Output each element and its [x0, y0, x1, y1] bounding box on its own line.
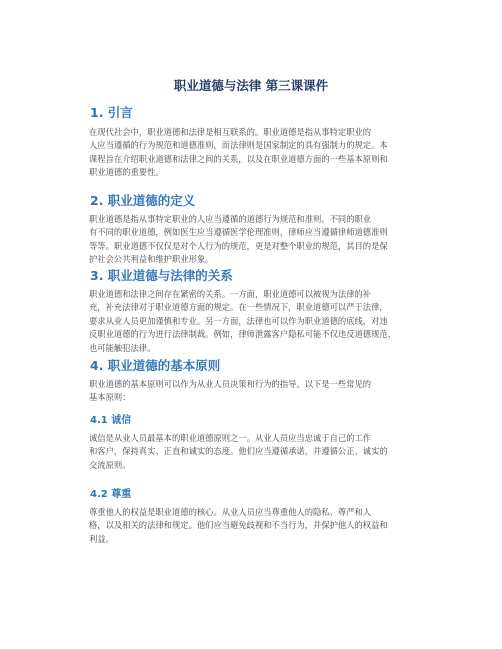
- subsection-heading-respect: 4.2 尊重: [90, 489, 132, 500]
- section-paragraph-definition: [89, 213, 415, 267]
- text-line: 护社会公共利益和维护职业形象。: [89, 254, 214, 265]
- text-line: 基本原则：: [89, 392, 131, 403]
- subsection-paragraph-integrity: [89, 432, 415, 472]
- text-line: 等等。职业道德不仅仅是对个人行为的规范，更是对整个职业的规范，其目的是保: [89, 240, 388, 251]
- text-line: 在现代社会中，职业道德和法律是相互联系的。职业道德是指从事特定职业的: [89, 127, 372, 137]
- section-heading-definition: 2. 职业道德的定义: [90, 193, 196, 208]
- text-line: 有不同的职业道德，例如医生应当遵循医学伦理准则，律师应当遵循律师道德准则: [89, 227, 388, 238]
- text-line: 要求从业人员更加谨慎和专业。另一方面，法律也可以作为职业道德的底线，对违: [89, 315, 388, 326]
- text-line: 职业道德和法律之间存在紧密的关系。一方面，职业道德可以被视为法律的补: [89, 289, 372, 299]
- text-line: 职业道德是指从事特定职业的人应当遵循的道德行为规范和准则。不同的职业: [89, 214, 372, 224]
- subsection-heading-integrity: 4.1 诚信: [90, 415, 132, 426]
- section-paragraph-principles: [89, 378, 415, 405]
- text-line: 职业道德的重要性。: [89, 167, 164, 178]
- section-paragraph-introduction: [89, 126, 415, 180]
- section-paragraph-relationship: [89, 288, 415, 355]
- text-line: 职业道德的基本原则可以作为从业人员决策和行为的指导。以下是一些常见的: [89, 379, 372, 389]
- text-line: 诚信是从业人员最基本的职业道德原则之一。从业人员应当忠诚于自己的工作: [89, 433, 372, 443]
- text-line: 和客户，保持真实、正直和诚实的态度。他们应当遵循承诺，并遵循公正、诚实的: [89, 446, 388, 457]
- section-heading-principles: 4. 职业道德的基本原则: [90, 358, 221, 373]
- text-line: 反职业道德的行为进行法律制裁。例如，律师泄露客户隐私可能不仅违反道德规范，: [89, 329, 396, 340]
- text-line: 充，补充法律对于职业道德方面的规定。在一些情况下，职业道德可以严于法律，: [89, 302, 388, 313]
- text-line: 尊重他人的权益是职业道德的核心。从业人员应当尊重他人的隐私、尊严和人: [89, 507, 372, 517]
- subsection-paragraph-respect: [89, 506, 415, 546]
- section-heading-relationship: 3. 职业道德与法律的关系: [90, 268, 233, 283]
- text-line: 人应当遵循的行为规范和道德准则，而法律则是国家制定的具有强制力的规定。本: [89, 140, 388, 151]
- text-line: 课程旨在介绍职业道德和法律之间的关系，以及在职业道德方面的一些基本原则和: [89, 153, 388, 164]
- text-line: 交流原则。: [89, 459, 131, 470]
- text-line: 利益。: [89, 533, 114, 544]
- text-line: 也可能触犯法律。: [89, 342, 156, 353]
- text-line: 格，以及相关的法律和规定。他们应当避免歧视和不当行为，并保护他人的权益和: [89, 520, 388, 531]
- section-heading-introduction: 1. 引言: [90, 105, 133, 120]
- document-title: 职业道德与法律 第三课课件: [173, 78, 329, 93]
